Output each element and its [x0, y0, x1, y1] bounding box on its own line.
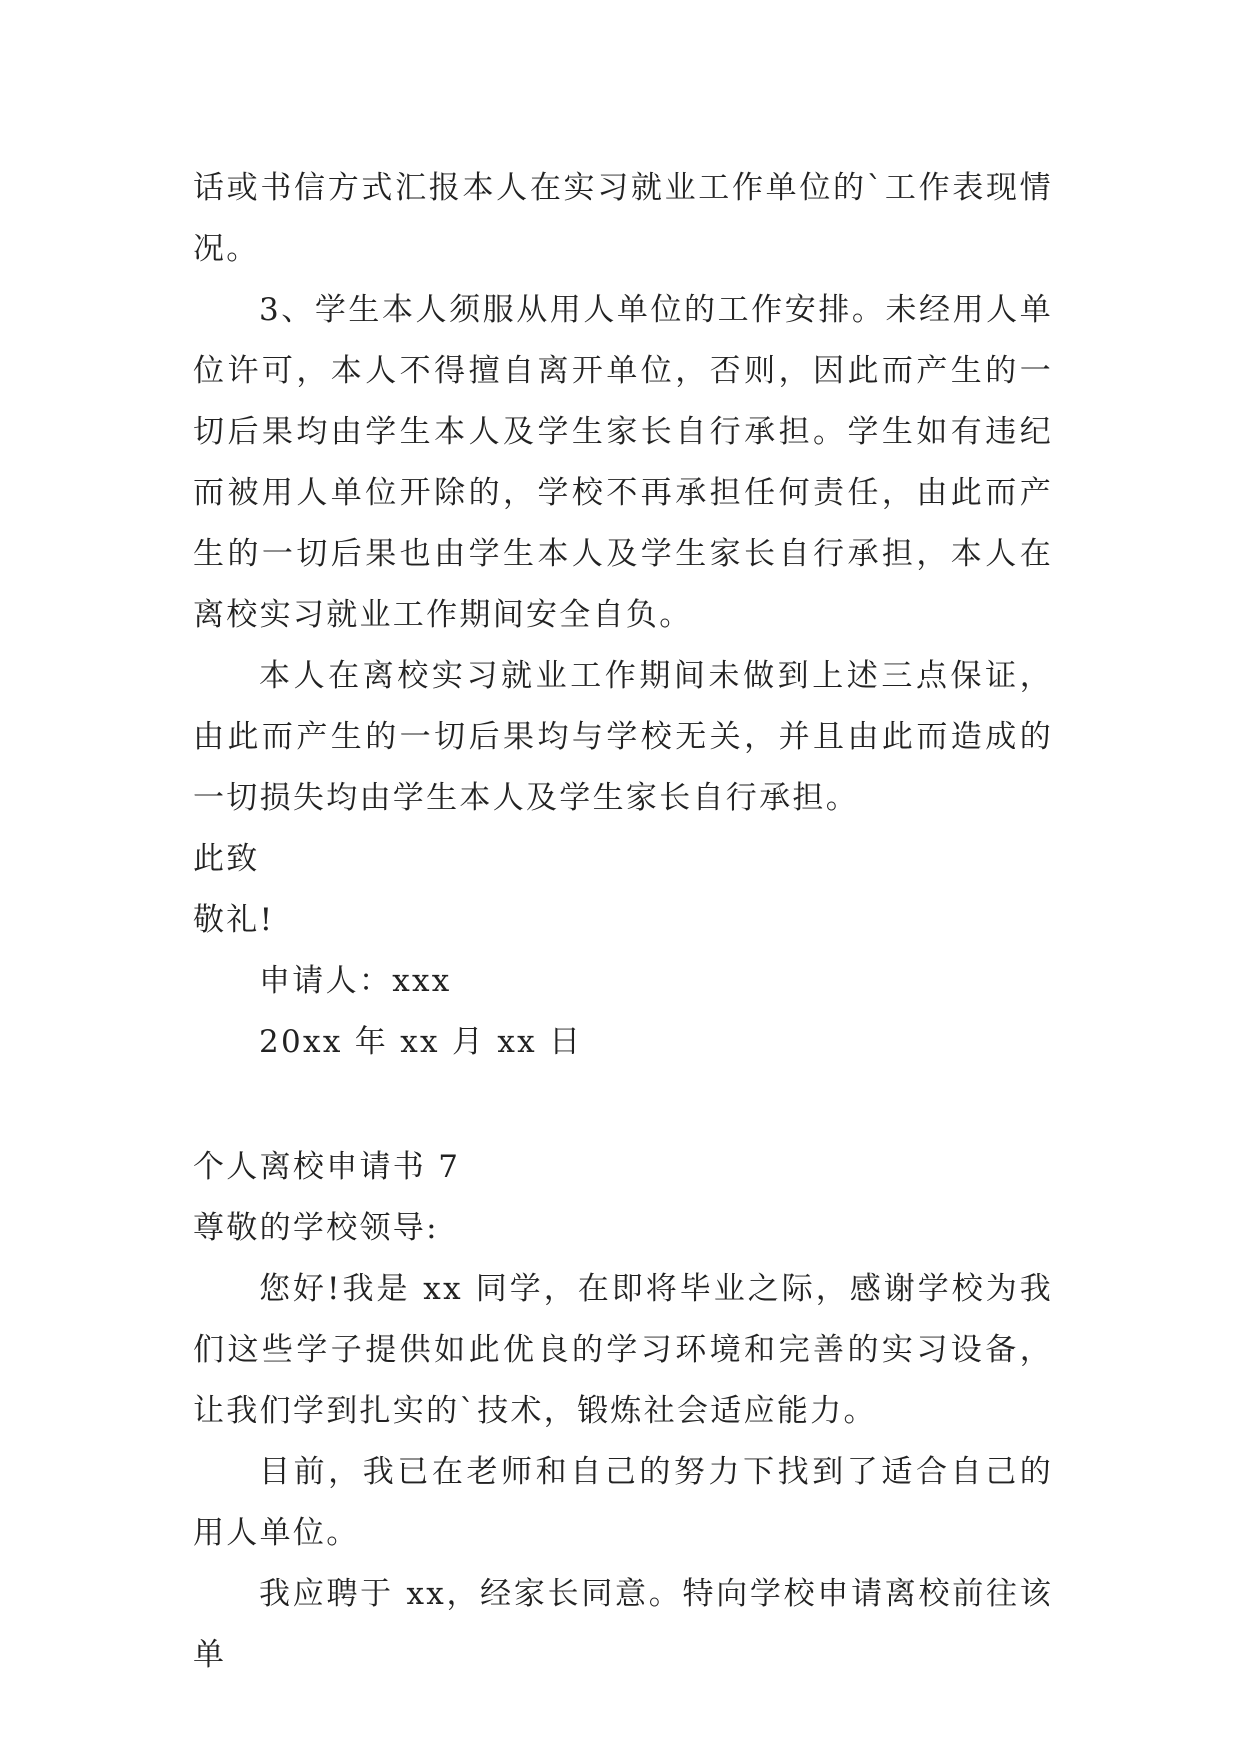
section-title: 个人离校申请书 7: [193, 1149, 461, 1185]
closing-line-1: 此致: [193, 841, 260, 877]
paragraph-report-continuation: 话或书信方式汇报本人在实习就业工作单位的`工作表现情况。: [193, 170, 1053, 267]
paragraph-greeting: 您好!我是 xx 同学，在即将毕业之际，感谢学校为我们这些学子提供如此优良的学习环境和完善的实习设备，让我们学到扎实的`技术，锻炼社会适应能力。: [193, 1271, 1053, 1429]
document-body: [193, 158, 1053, 1686]
paragraph-rule-3: 3、学生本人须服从用人单位的工作安排。未经用人单位许可，本人不得擅自离开单位，否则，因此而产生的一切后果均由学生本人及学生家长自行承担。学生如有违纪而被用人单位开除的，学校不再承担任何责任，由此而产生的一切后果也由学生本人及学生家长自行承担，本人在离校实习就业工作期间安全自负。: [193, 292, 1053, 633]
paragraph-current-status: 目前，我已在老师和自己的努力下找到了适合自己的用人单位。: [193, 1454, 1053, 1551]
paragraph-application: 我应聘于 xx，经家长同意。特向学校申请离校前往该单: [193, 1576, 1053, 1673]
closing-line-2: 敬礼!: [193, 902, 275, 938]
section-spacer: [193, 1073, 1053, 1137]
signature-date: 20xx 年 xx 月 xx 日: [259, 1024, 583, 1060]
signature-applicant: 申请人：xxx: [259, 963, 452, 999]
salutation: 尊敬的学校领导:: [193, 1210, 439, 1246]
paragraph-guarantee: 本人在离校实习就业工作期间未做到上述三点保证，由此而产生的一切后果均与学校无关，并且由此而造成的一切损失均由学生本人及学生家长自行承担。: [193, 658, 1053, 816]
